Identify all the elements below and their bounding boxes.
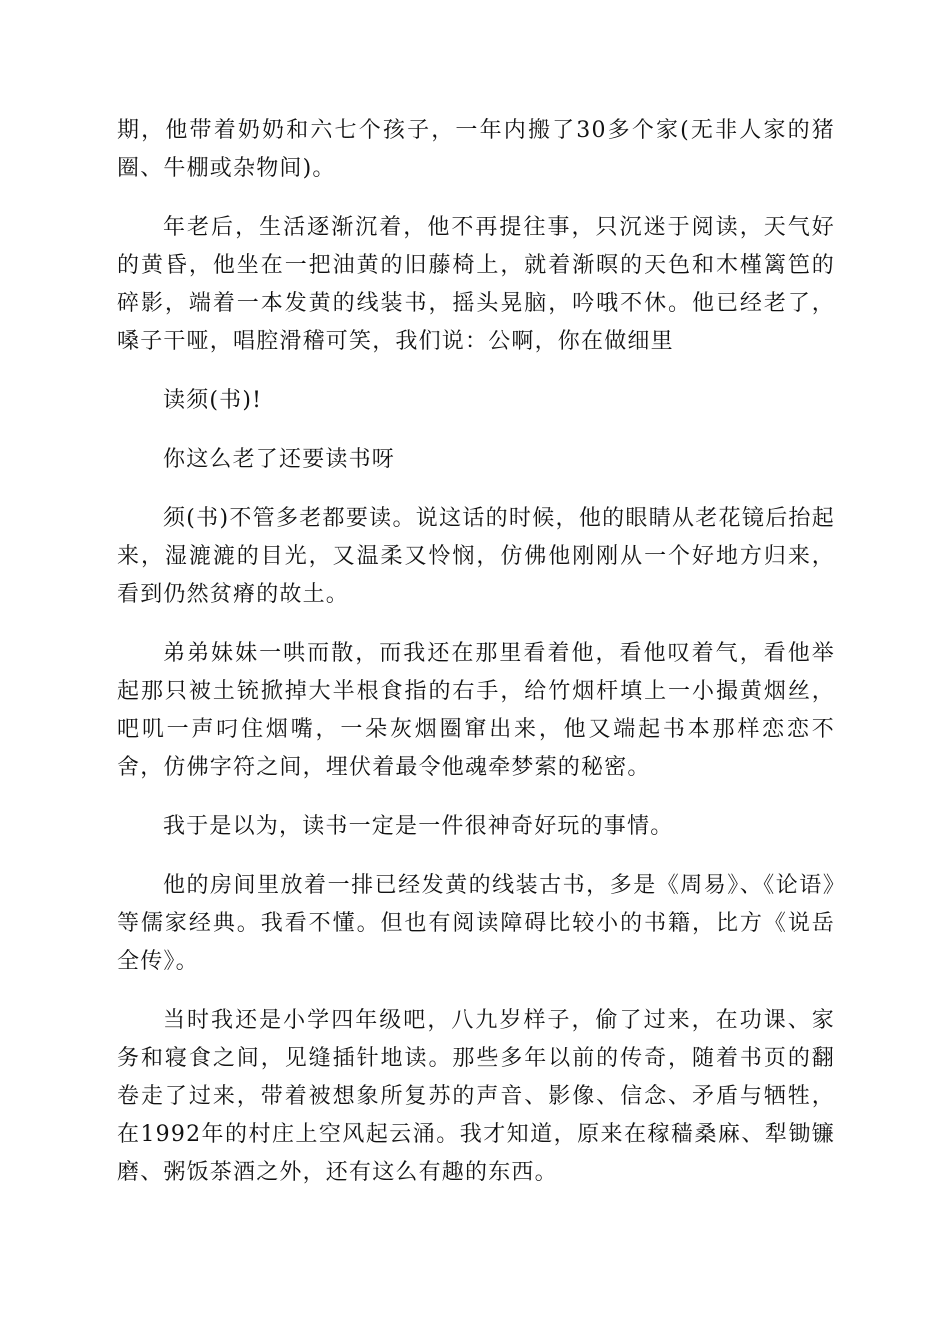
paragraph-8: 他的房间里放着一排已经发黄的线装古书，多是《周易》、《论语》等儒家经典。我看不懂。但也有阅读障碍比较小的书籍，比方《说岳全传》。: [117, 873, 835, 974]
paragraph-7: 我于是以为，读书一定是一件很神奇好玩的事情。: [163, 814, 674, 839]
paragraph-6: 弟弟妹妹一哄而散，而我还在那里看着他，看他叹着气，看他举起那只被土铳掀掉大半根食指的右手，给竹烟杆填上一小撮黄烟丝，吧叽一声叼住烟嘴，一朵灰烟圈窜出来，他又端起书本那样恋恋不舍，仿佛字符之间，埋伏着最令他魂牵梦萦的秘密。: [117, 641, 835, 780]
paragraph-1: 期，他带着奶奶和六七个孩子，一年内搬了30多个家(无非人家的猪圈、牛棚或杂物间)。: [117, 118, 835, 181]
document-body: [117, 112, 835, 1192]
paragraph-5: 须(书)不管多老都要读。说这话的时候，他的眼睛从老花镜后抬起来，湿漉漉的目光，又温柔又怜悯，仿佛他刚刚从一个好地方归来，看到仍然贫瘠的故土。: [117, 506, 835, 607]
paragraph-4: 你这么老了还要读书呀: [163, 447, 396, 472]
paragraph-3: 读须(书)!: [163, 388, 263, 413]
paragraph-9: 当时我还是小学四年级吧，八九岁样子，偷了过来，在功课、家务和寝食之间，见缝插针地读。那些多年以前的传奇，随着书页的翻卷走了过来，带着被想象所复苏的声音、影像、信念、矛盾与牺牲，在1992年的村庄上空风起云涌。我才知道，原来在稼穑桑麻、犁锄镰磨、粥饭茶酒之外，还有这么有趣的东西。: [117, 1008, 835, 1185]
paragraph-2: 年老后，生活逐渐沉着，他不再提往事，只沉迷于阅读，天气好的黄昏，他坐在一把油黄的旧藤椅上，就着渐暝的天色和木槿篱笆的碎影，端着一本发黄的线装书，摇头晃脑，吟哦不休。他已经老了，嗓子干哑，唱腔滑稽可笑，我们说：公啊，你在做细里: [117, 215, 835, 354]
